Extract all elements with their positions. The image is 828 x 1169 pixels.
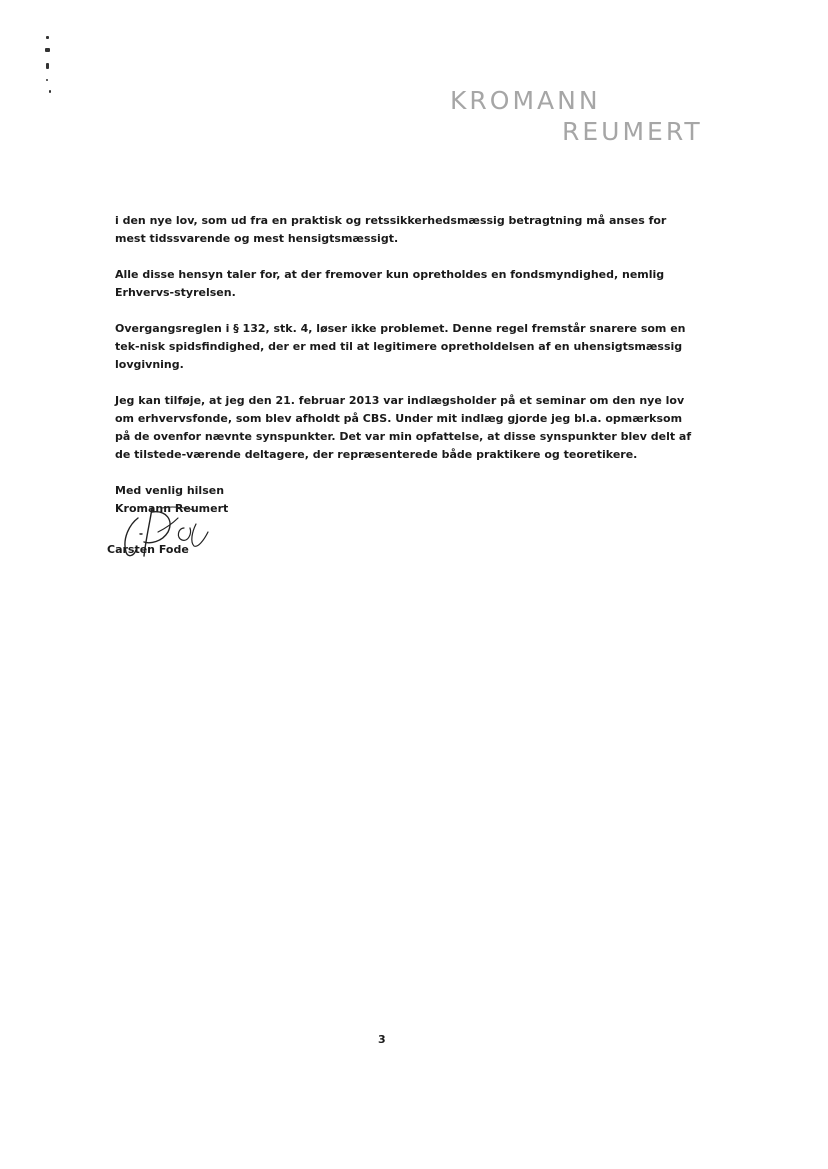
closing-firm: Kromann Reumert: [115, 502, 229, 515]
margin-mark: [46, 36, 49, 39]
margin-mark: [49, 90, 51, 93]
margin-mark: [46, 79, 48, 81]
logo-line-2: REUMERT: [562, 117, 703, 146]
letter-body: [115, 212, 695, 518]
handwritten-signature: [100, 498, 220, 568]
margin-mark: [45, 48, 50, 52]
paragraph: Overgangsreglen i § 132, stk. 4, løser ikke problemet. Denne regel fremstår snarere som en tek-nisk spidsfindighed, der er med til at legitimere opretholdelsen af en uhensigtsmæssig lovgivning.: [115, 322, 686, 371]
margin-mark: [46, 63, 49, 69]
paragraph: Jeg kan tilføje, at jeg den 21. februar 2013 var indlægsholder på et seminar om den nye lov om erhvervsfonde, som blev afholdt på CBS. Under mit indlæg gjorde jeg bl.a. opmærksom på de ovenfor nævnte synspunkter. Det var min opfattelse, at disse synspunkter blev delt af de tilstede-værende deltagere, der repræsenterede både praktikere og teoretikere.: [115, 394, 692, 461]
closing-greeting: Med venlig hilsen: [115, 484, 225, 497]
paragraph: i den nye lov, som ud fra en praktisk og retssikkerhedsmæssig betragtning må anses for mest tidssvarende og mest hensigtsmæssigt.: [115, 214, 667, 245]
logo-line-1: KROMANN: [450, 86, 601, 115]
firm-logo: [440, 86, 730, 150]
signer-name: Carsten Fode: [107, 543, 189, 556]
margin-marks: [40, 32, 56, 102]
paragraph: Alle disse hensyn taler for, at der fremover kun opretholdes en fondsmyndighed, nemlig Erhvervs-styrelsen.: [115, 268, 665, 299]
page-number: 3: [378, 1033, 386, 1046]
